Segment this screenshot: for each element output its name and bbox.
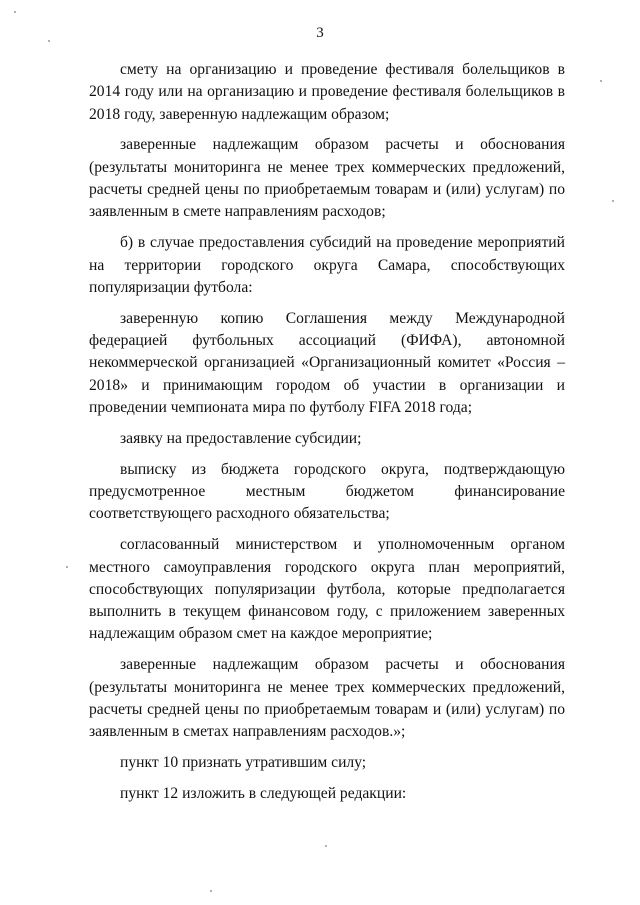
document-body bbox=[89, 59, 565, 814]
paragraph: заверенные надлежащим образом расчеты и обоснования (результаты мониторинга не менее трех коммерческих предложений, расчеты средней цены по приобретаемым товарам и (или) услугам) по заявленным в смете направлениям расходов; bbox=[89, 136, 565, 221]
paragraph: заверенные надлежащим образом расчеты и обоснования (результаты мониторинга не менее трех коммерческих предложений, расчеты средней цены по приобретаемым товарам и (или) услугам) по заявленным в сметах направлениям расходов.»; bbox=[89, 656, 565, 741]
paragraph: согласованный министерством и уполномоченным органом местного самоуправления городского округа план мероприятий, способствующих популяризации футбола, которые предполагается выполнить в текущем финансовом году, с приложением заверенных надлежащим образом смет на каждое мероприятие; bbox=[89, 536, 565, 643]
scan-speck bbox=[612, 200, 614, 202]
paragraph: выписку из бюджета городского округа, подтверждающую предусмотренное местным бюджетом финансирование соответствующего расходного обязательства; bbox=[89, 460, 565, 523]
scan-speck bbox=[66, 566, 68, 568]
scan-speck bbox=[210, 890, 212, 892]
scan-speck bbox=[14, 11, 16, 13]
paragraph: заявку на предоставление субсидии; bbox=[120, 429, 362, 447]
paragraph: пункт 12 изложить в следующей редакции: bbox=[120, 784, 407, 802]
scan-speck bbox=[600, 80, 602, 82]
paragraph: пункт 10 признать утратившим силу; bbox=[120, 754, 367, 772]
paragraph: заверенную копию Соглашения между Международной федерацией футбольных ассоциаций (ФИФА), автономной некоммерческой организацией «Организационный комитет «Россия – 2018» и принимающим городом об участии в организации и проведении чемпионата мира по футболу FIFA 2018 года; bbox=[89, 309, 565, 416]
paragraph: б) в случае предоставления субсидий на проведение мероприятий на территории городского округа Самара, способствующих популяризации футбола: bbox=[89, 234, 565, 296]
page-number: 3 bbox=[316, 25, 324, 41]
scan-speck bbox=[325, 845, 327, 847]
scan-speck bbox=[48, 40, 50, 42]
paragraph: смету на организацию и проведение фестиваля болельщиков в 2014 году или на организацию и проведение фестиваля болельщиков в 2018 году, заверенную надлежащим образом; bbox=[89, 61, 565, 123]
